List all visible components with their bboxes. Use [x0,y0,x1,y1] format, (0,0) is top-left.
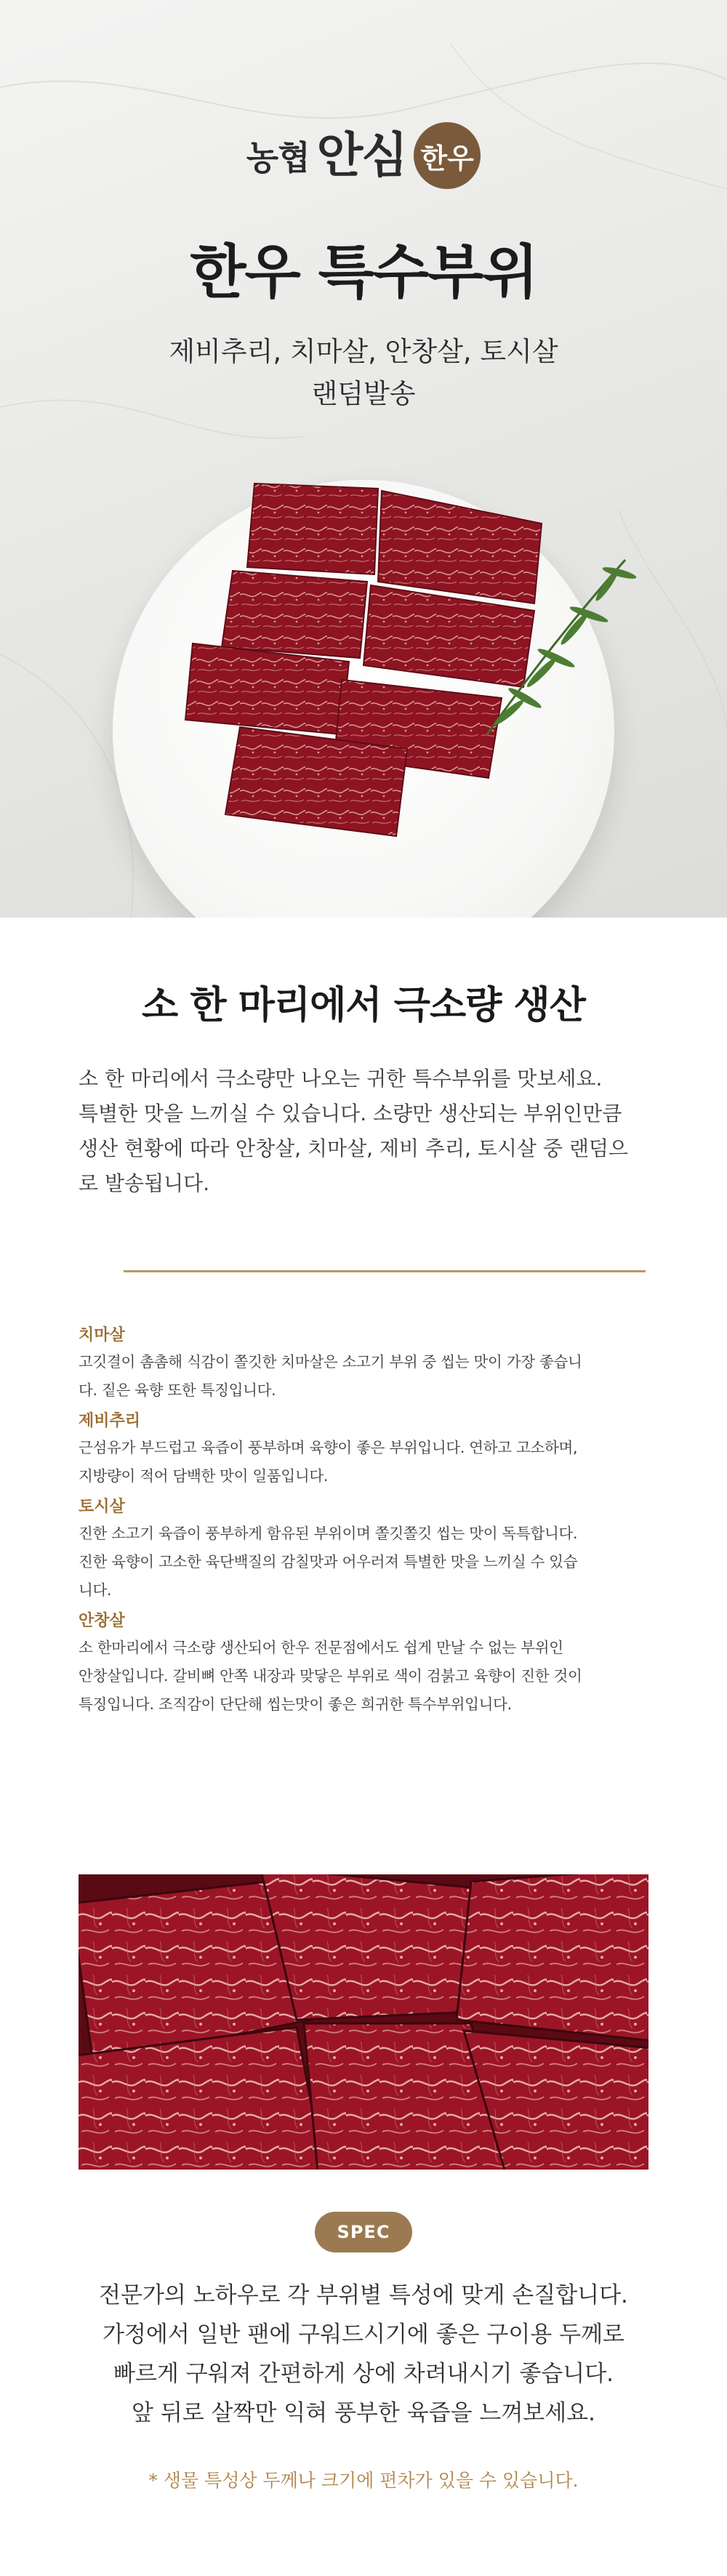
hero-section [0,0,727,918]
spec-line: 가정에서 일반 팬에 구워드시기에 좋은 구이용 두께로 [103,2322,624,2348]
cut-item-anchangsal [79,1609,653,1719]
cut-item-jebichuri [79,1409,653,1490]
meat-closeup-image [79,1874,648,2170]
intro-paragraph [79,1062,653,1201]
cut-desc-line: 소 한마리에서 극소량 생산되어 한우 전문점에서도 쉽게 만날 수 없는 부위인 [79,1639,563,1656]
intro-line: 소 한 마리에서 극소량만 나오는 귀한 특수부위를 맛보세요. [79,1067,603,1091]
brand-badge: 한우 [414,122,481,189]
spec-line: 앞 뒤로 살짝만 익혀 풍부한 육즙을 느껴보세요. [132,2400,595,2426]
meat-on-plate-image [0,0,727,918]
hero-subtitle-line: 랜덤발송 [311,378,416,409]
cut-item-tosisal [79,1495,653,1605]
hero-subtitle-line: 제비추리, 치마살, 안창살, 토시살 [169,336,558,367]
cut-desc-line: 진한 육향이 고소한 육단백질의 감칠맛과 어우러져 특별한 맛을 느끼실 수 있습 [79,1553,578,1570]
intro-line: 로 발송됩니다. [79,1171,210,1195]
intro-line: 생산 현황에 따라 안창살, 치마살, 제비 추리, 토시살 중 랜덤으 [79,1136,628,1160]
cut-item-chimasal [79,1323,653,1405]
cut-desc-line: 근섬유가 부드럽고 육즙이 풍부하며 육향이 좋은 부위입니다. 연하고 고소하며, [79,1439,578,1456]
intro-line: 특별한 맛을 느끼실 수 있습니다. 소량만 생산되는 부위인만큼 [79,1102,622,1126]
cut-desc-line: 특징입니다. 조직감이 단단해 씹는맛이 좋은 희귀한 특수부위입니다. [79,1696,512,1713]
brand-name: 안심 [316,127,407,183]
cut-desc-line: 고깃결이 촘촘해 식감이 쫄깃한 치마살은 소고기 부위 중 씹는 맛이 가장 좋습니 [79,1353,582,1371]
cut-desc-line: 진한 소고기 육즙이 풍부하게 함유된 부위이며 쫄깃쫄깃 씹는 맛이 독특합니다. [79,1525,578,1542]
cut-desc-line: 지방량이 적어 담백한 맛이 일품입니다. [79,1467,329,1485]
cut-desc-line: 다. 짙은 육향 또한 특징입니다. [79,1381,276,1399]
cut-name: 치마살 [79,1326,125,1344]
cut-desc-line: 니다. [79,1581,112,1599]
spec-description [0,2276,727,2433]
cut-name: 제비추리 [79,1412,141,1430]
cut-desc-line: 안창살입니다. 갈비뼈 안쪽 내장과 맞닿은 부위로 색이 검붉고 육향이 진한 것이 [79,1667,582,1685]
disclaimer-note: * 생물 특성상 두께나 크기에 편차가 있을 수 있습니다. [148,2470,579,2491]
section-divider [124,1270,646,1272]
spec-line: 전문가의 노하우로 각 부위별 특성에 맞게 손질합니다. [99,2282,628,2308]
spec-badge: SPEC [315,2212,412,2252]
spec-line: 빠르게 구워져 간편하게 상에 차려내시기 좋습니다. [113,2361,614,2387]
brand-prefix: 농협 [246,138,310,177]
cut-descriptions [79,1323,653,1723]
cut-name: 토시살 [79,1498,125,1516]
section-title: 소 한 마리에서 극소량 생산 [142,984,585,1027]
page-title: 한우 특수부위 [190,238,537,306]
cut-name: 안창살 [79,1612,125,1630]
